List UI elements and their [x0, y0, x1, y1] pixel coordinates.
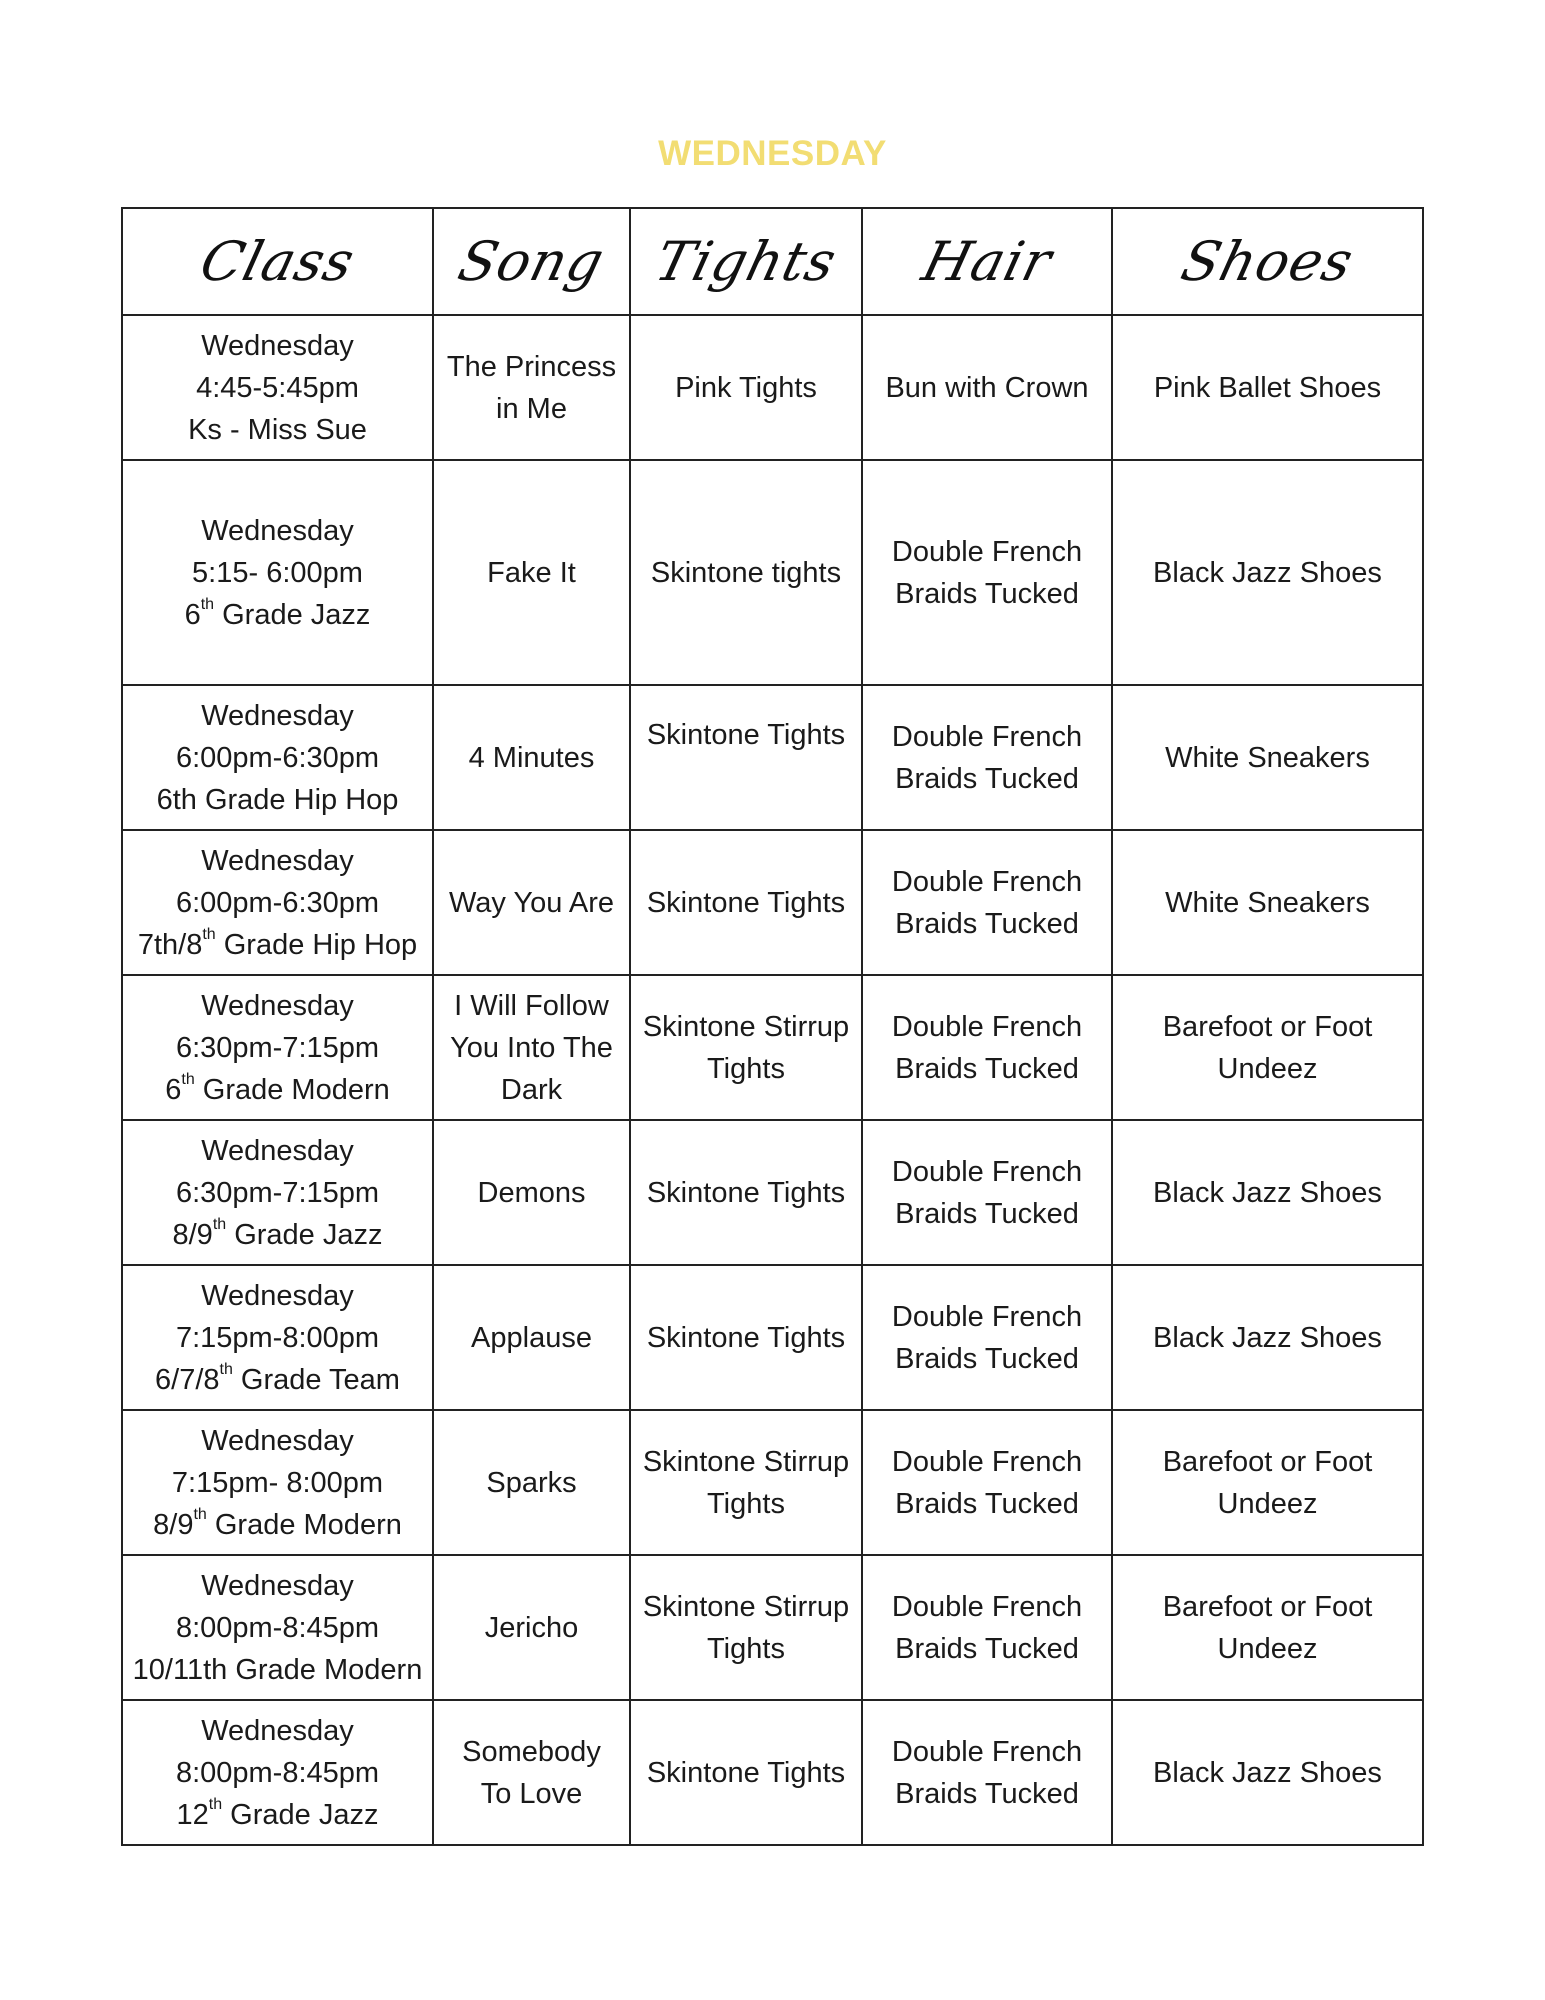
tights-text: Skintone Stirrup — [642, 1590, 850, 1623]
song-cell — [433, 1410, 630, 1555]
class-cell — [122, 1555, 433, 1700]
hair-text: Bun with Crown — [885, 371, 1089, 404]
hair-text: Braids Tucked — [895, 1342, 1079, 1375]
class-time: 6:30pm-7:15pm — [175, 1031, 380, 1064]
class-day: Wednesday — [201, 1569, 354, 1602]
song-cell — [433, 830, 630, 975]
class-group: 6th Grade Jazz — [184, 595, 371, 631]
song-text: Applause — [471, 1321, 592, 1354]
song-cell — [433, 975, 630, 1120]
table-row — [122, 1265, 1423, 1410]
table-row — [122, 685, 1423, 830]
shoes-text: Undeez — [1217, 1632, 1318, 1665]
song-text: You Into The — [450, 1031, 613, 1064]
costume-schedule-table — [121, 207, 1424, 1846]
song-text: Dark — [500, 1073, 563, 1106]
hair-text: Braids Tucked — [895, 1777, 1079, 1810]
hair-text: Double French — [891, 535, 1083, 568]
class-cell — [122, 975, 433, 1120]
shoes-text: Black Jazz Shoes — [1153, 1176, 1382, 1209]
tights-cell — [630, 1555, 862, 1700]
class-day: Wednesday — [201, 1279, 354, 1312]
tights-cell — [630, 1265, 862, 1410]
hair-cell — [862, 1410, 1112, 1555]
song-text: in Me — [496, 392, 567, 425]
tights-text: Tights — [707, 1487, 785, 1520]
song-text: Sparks — [486, 1466, 577, 1499]
tights-cell — [630, 1700, 862, 1845]
class-cell — [122, 1265, 433, 1410]
class-cell — [122, 1410, 433, 1555]
class-day: Wednesday — [201, 1424, 354, 1457]
tights-text: Tights — [707, 1052, 785, 1085]
hair-cell — [862, 1555, 1112, 1700]
shoes-text: Black Jazz Shoes — [1153, 1321, 1382, 1354]
class-group: 8/9th Grade Modern — [153, 1505, 402, 1541]
tights-text: Skintone Tights — [646, 1756, 846, 1789]
shoes-text: White Sneakers — [1165, 886, 1370, 919]
tights-text: Skintone Tights — [646, 1176, 846, 1209]
hair-cell — [862, 975, 1112, 1120]
class-group: 10/11th Grade Modern — [132, 1653, 423, 1686]
shoes-cell — [1112, 830, 1423, 975]
class-day: Wednesday — [201, 1134, 354, 1167]
class-time: 7:15pm-8:00pm — [175, 1321, 380, 1354]
hair-text: Double French — [891, 865, 1083, 898]
class-time: 5:15- 6:00pm — [192, 556, 363, 589]
header-song: Song — [433, 208, 630, 315]
class-group: 8/9th Grade Jazz — [172, 1215, 383, 1251]
tights-text: Tights — [707, 1632, 785, 1665]
hair-text: Double French — [891, 1445, 1083, 1478]
hair-text: Double French — [891, 1590, 1083, 1623]
song-cell — [433, 1120, 630, 1265]
class-day: Wednesday — [201, 1714, 354, 1747]
hair-text: Braids Tucked — [895, 1487, 1079, 1520]
class-cell — [122, 685, 433, 830]
hair-text: Double French — [891, 1735, 1083, 1768]
table-row — [122, 830, 1423, 975]
table-row — [122, 1700, 1423, 1845]
song-cell — [433, 1555, 630, 1700]
shoes-cell — [1112, 1120, 1423, 1265]
class-group: 6/7/8th Grade Team — [155, 1360, 400, 1396]
class-cell — [122, 460, 433, 685]
class-day: Wednesday — [201, 989, 354, 1022]
class-group: Ks - Miss Sue — [188, 413, 367, 446]
class-time: 7:15pm- 8:00pm — [171, 1466, 384, 1499]
hair-text: Braids Tucked — [895, 1197, 1079, 1230]
hair-cell — [862, 1120, 1112, 1265]
header-class: Class — [122, 208, 433, 315]
song-cell — [433, 685, 630, 830]
class-time: 6:30pm-7:15pm — [175, 1176, 380, 1209]
hair-text: Double French — [891, 720, 1083, 753]
header-tights: Tights — [630, 208, 862, 315]
class-day: Wednesday — [201, 329, 354, 362]
hair-cell — [862, 1265, 1112, 1410]
song-text: The Princess — [446, 350, 617, 383]
class-time: 6:00pm-6:30pm — [175, 886, 380, 919]
tights-text: Skintone Stirrup — [642, 1445, 850, 1478]
shoes-cell — [1112, 975, 1423, 1120]
shoes-cell — [1112, 460, 1423, 685]
tights-cell — [630, 975, 862, 1120]
song-text: Somebody — [462, 1735, 601, 1768]
class-cell — [122, 830, 433, 975]
song-cell — [433, 460, 630, 685]
tights-text: Skintone Tights — [646, 719, 846, 751]
song-cell — [433, 315, 630, 460]
tights-cell — [630, 1410, 862, 1555]
hair-cell — [862, 460, 1112, 685]
page-title: WEDNESDAY — [658, 134, 887, 173]
class-group: 12th Grade Jazz — [176, 1795, 379, 1831]
shoes-cell — [1112, 685, 1423, 830]
table-row — [122, 975, 1423, 1120]
class-day: Wednesday — [201, 514, 354, 547]
table-row — [122, 1410, 1423, 1555]
class-time: 8:00pm-8:45pm — [175, 1756, 380, 1789]
hair-text: Double French — [891, 1300, 1083, 1333]
tights-cell — [630, 460, 862, 685]
song-cell — [433, 1700, 630, 1845]
shoes-text: Black Jazz Shoes — [1153, 1756, 1382, 1789]
shoes-text: Barefoot or Foot — [1162, 1590, 1373, 1623]
shoes-text: Pink Ballet Shoes — [1153, 371, 1382, 404]
shoes-text: Undeez — [1217, 1487, 1318, 1520]
shoes-cell — [1112, 315, 1423, 460]
class-day: Wednesday — [201, 699, 354, 732]
tights-text: Skintone Tights — [646, 1321, 846, 1354]
table-row — [122, 1555, 1423, 1700]
header-hair: Hair — [862, 208, 1112, 315]
song-cell — [433, 1265, 630, 1410]
class-group: 7th/8th Grade Hip Hop — [137, 925, 418, 961]
table-row — [122, 315, 1423, 460]
hair-cell — [862, 315, 1112, 460]
song-text: I Will Follow — [454, 989, 609, 1022]
song-text: Way You Are — [449, 886, 614, 919]
class-day: Wednesday — [201, 844, 354, 877]
shoes-text: Undeez — [1217, 1052, 1318, 1085]
shoes-text: Barefoot or Foot — [1162, 1445, 1373, 1478]
hair-text: Braids Tucked — [895, 1632, 1079, 1665]
hair-text: Double French — [891, 1010, 1083, 1043]
tights-cell — [630, 685, 862, 830]
tights-text: Skintone Tights — [646, 886, 846, 919]
song-text: Fake It — [487, 556, 576, 589]
song-text: Demons — [477, 1176, 586, 1209]
tights-cell — [630, 315, 862, 460]
class-group: 6th Grade Modern — [165, 1070, 390, 1106]
hair-text: Braids Tucked — [895, 907, 1079, 940]
song-text: To Love — [480, 1777, 583, 1810]
class-group: 6th Grade Hip Hop — [156, 783, 399, 816]
hair-text: Double French — [891, 1155, 1083, 1188]
hair-cell — [862, 830, 1112, 975]
class-cell — [122, 315, 433, 460]
hair-text: Braids Tucked — [895, 577, 1079, 610]
class-cell — [122, 1120, 433, 1265]
hair-text: Braids Tucked — [895, 1052, 1079, 1085]
class-time: 6:00pm-6:30pm — [175, 741, 380, 774]
shoes-text: Black Jazz Shoes — [1153, 556, 1382, 589]
song-text: 4 Minutes — [468, 741, 595, 774]
tights-text: Skintone Stirrup — [642, 1010, 850, 1043]
header-shoes: Shoes — [1112, 208, 1423, 315]
hair-text: Braids Tucked — [895, 762, 1079, 795]
shoes-cell — [1112, 1410, 1423, 1555]
hair-cell — [862, 685, 1112, 830]
tights-cell — [630, 830, 862, 975]
shoes-text: Barefoot or Foot — [1162, 1010, 1373, 1043]
tights-text: Skintone tights — [650, 556, 842, 589]
shoes-text: White Sneakers — [1165, 741, 1370, 774]
shoes-cell — [1112, 1265, 1423, 1410]
class-time: 4:45-5:45pm — [196, 371, 359, 404]
table-row — [122, 460, 1423, 685]
tights-text: Pink Tights — [675, 371, 817, 404]
class-cell — [122, 1700, 433, 1845]
song-text: Jericho — [484, 1611, 579, 1644]
header-row — [122, 208, 1423, 315]
tights-cell — [630, 1120, 862, 1265]
shoes-cell — [1112, 1700, 1423, 1845]
table-row — [122, 1120, 1423, 1265]
class-time: 8:00pm-8:45pm — [175, 1611, 380, 1644]
shoes-cell — [1112, 1555, 1423, 1700]
hair-cell — [862, 1700, 1112, 1845]
